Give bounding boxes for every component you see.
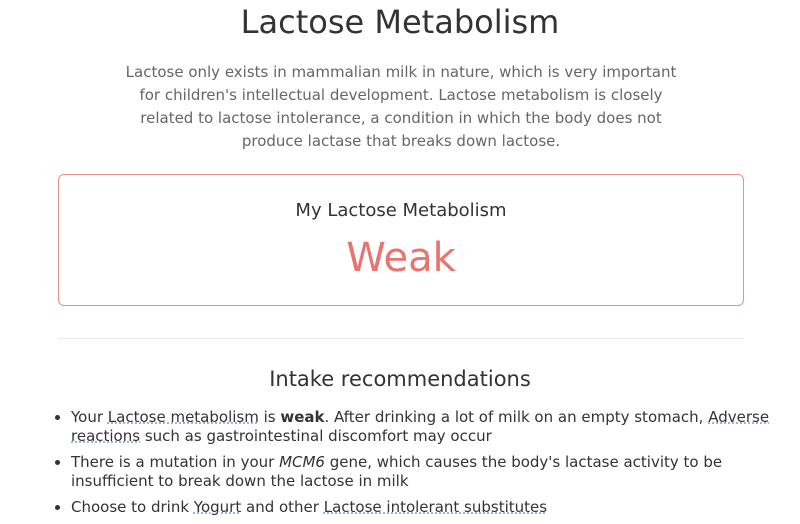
page-title: Lactose Metabolism [240, 3, 560, 41]
yogurt-link[interactable]: Yogurt [193, 498, 242, 516]
section-divider [58, 338, 744, 339]
rec1-mid1: is [258, 408, 281, 426]
result-card [58, 174, 744, 306]
list-item [71, 408, 771, 446]
rec2-suffix: gene, which causes the body's lactase activity to be insufficient to break down the lactose in milk [71, 453, 723, 490]
adverse-reactions-link[interactable]: Adverse reactions [71, 408, 770, 445]
result-card-title: My Lactose Metabolism [295, 200, 507, 221]
rec1-suffix: such as gastrointestinal discomfort may occur [140, 427, 492, 445]
rec2-prefix: There is a mutation in your [71, 453, 280, 471]
list-item [71, 498, 771, 517]
recommendation-list [50, 408, 771, 524]
rec1-mid2: . After drinking a lot of milk on an empty stomach, [324, 408, 709, 426]
section-title: Intake recommendations [269, 367, 531, 391]
list-item [71, 453, 771, 491]
lactose-metabolism-link[interactable]: Lactose metabolism [107, 408, 259, 426]
result-value: Weak [346, 235, 456, 281]
rec3-prefix: Choose to drink [71, 498, 194, 516]
gene-name: MCM6 [279, 453, 325, 471]
rec1-strong: weak [280, 408, 325, 426]
lactose-substitutes-link[interactable]: Lactose intolerant substitutes [323, 498, 548, 516]
rec1-prefix: Your [71, 408, 108, 426]
rec3-mid: and other [241, 498, 324, 516]
intro-paragraph: Lactose only exists in mammalian milk in nature, which is very important for children's intellectual development. Lactose metabolism is closely related to lactose intolerance, a condition in which the body does not produce lactase that breaks down lactose. [125, 63, 677, 150]
